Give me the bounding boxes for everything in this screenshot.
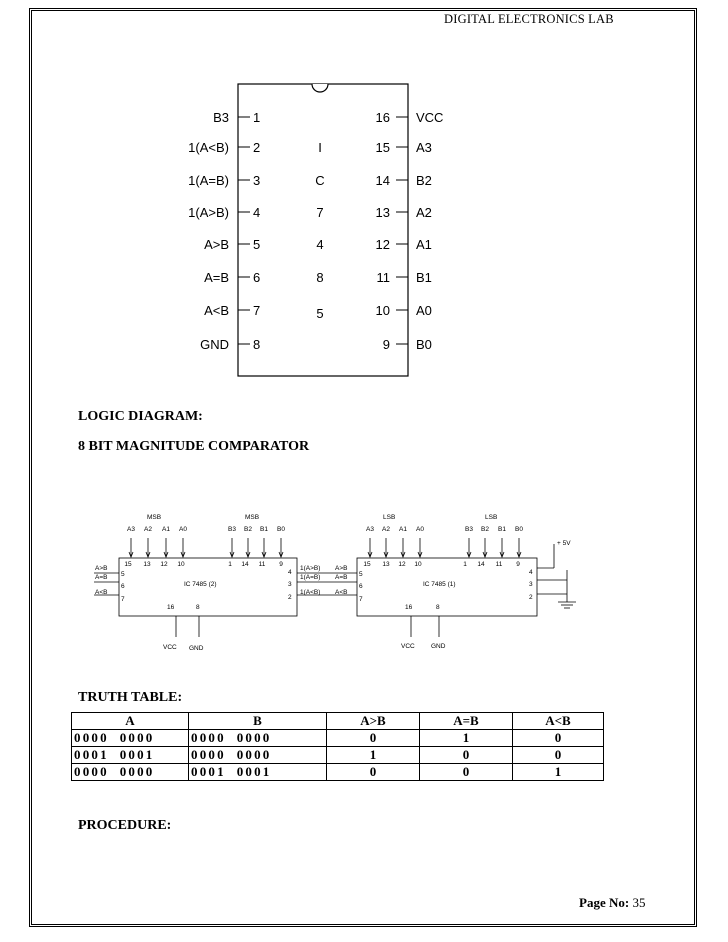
cascade-input-pin: 7 [359, 596, 363, 603]
left-pin-label: A<B [204, 303, 229, 318]
ic-number-char: 8 [316, 270, 324, 285]
pin-num-b: 1 [228, 561, 232, 568]
left-pin-label: 1(A=B) [188, 173, 229, 188]
table-cell: 0000 0000 [72, 764, 189, 781]
cascade-output-pin: 3 [529, 581, 533, 588]
page-number [579, 895, 645, 911]
cascade-output-label: 1(A=B) [300, 574, 321, 581]
pin-num-a: 13 [143, 561, 151, 568]
gnd-label-1: GND [189, 645, 204, 652]
input-b-label: B0 [515, 526, 523, 533]
pin-num-b: 1 [463, 561, 467, 568]
cascade-input-pin: 6 [359, 583, 363, 590]
table-cell: 0 [327, 764, 420, 781]
cascade-input-label: A<B [335, 589, 348, 596]
cascade-output-pin: 4 [288, 569, 292, 576]
left-pin-number: 4 [253, 205, 261, 220]
input-b-label: B1 [498, 526, 506, 533]
cascade-output-pin: 4 [529, 569, 533, 576]
pin-num-b: 11 [495, 561, 503, 568]
left-pin-label: A>B [204, 237, 229, 252]
truth-table-header-row [72, 713, 604, 730]
pin-num-b: 14 [477, 561, 485, 568]
table-row [72, 747, 604, 764]
input-a-label: A2 [382, 526, 390, 533]
input-b-label: B2 [481, 526, 489, 533]
input-a-label: A3 [127, 526, 135, 533]
cascade-input-pin: 7 [121, 596, 125, 603]
bottom-pin-num: 8 [436, 604, 440, 611]
cascade-output-pin: 3 [288, 581, 292, 588]
vcc-label-2: VCC [401, 643, 415, 650]
left-pin-number: 3 [253, 173, 261, 188]
input-a-label: A3 [366, 526, 374, 533]
ic-number-char: 4 [316, 237, 324, 252]
left-pin-label: GND [200, 337, 229, 352]
input-b-label: B3 [228, 526, 236, 533]
input-b-label: B1 [260, 526, 268, 533]
left-pin-number: 1 [253, 110, 261, 125]
header-a-lt-b: A<B [513, 713, 604, 730]
table-cell: 0000 0000 [72, 730, 189, 747]
cascade-input-label: A>B [95, 565, 108, 572]
left-pin-number: 5 [253, 237, 261, 252]
vcc-label-1: VCC [163, 644, 177, 651]
table-cell: 0 [420, 764, 513, 781]
table-cell: 0000 0000 [189, 730, 327, 747]
left-pin-label: A=B [204, 270, 229, 285]
supply-label: + 5V [557, 540, 571, 547]
header-a-gt-b: A>B [327, 713, 420, 730]
pin-num-b: 14 [241, 561, 249, 568]
table-cell: 0000 0000 [189, 747, 327, 764]
table-cell: 0 [420, 747, 513, 764]
cascade-output-label: 1(A>B) [300, 565, 321, 572]
input-a-label: A2 [144, 526, 152, 533]
right-pin-label: B0 [416, 337, 432, 352]
cascade-input-pin: 5 [359, 571, 363, 578]
pin-num-a: 12 [160, 561, 168, 568]
lsb-label-1: LSB [383, 514, 396, 521]
logic-diagram-heading: LOGIC DIAGRAM: [78, 409, 203, 424]
header-a-eq-b: A=B [420, 713, 513, 730]
bottom-pin-num: 8 [196, 604, 200, 611]
input-b-label: B0 [277, 526, 285, 533]
left-pin-number: 8 [253, 337, 261, 352]
ic-number-char: C [315, 173, 325, 188]
table-row [72, 730, 604, 747]
truth-table [71, 712, 604, 781]
input-b-label: B3 [465, 526, 473, 533]
table-cell: 1 [327, 747, 420, 764]
right-pin-number: 16 [375, 110, 390, 125]
table-cell: 1 [420, 730, 513, 747]
truth-table-heading: TRUTH TABLE: [78, 690, 183, 705]
right-pin-number: 9 [382, 337, 390, 352]
cascade-input-label: A=B [95, 574, 108, 581]
cascade-input-pin: 5 [121, 571, 125, 578]
lab-title: DIGITAL ELECTRONICS LAB [444, 12, 614, 26]
pin-num-a: 15 [124, 561, 132, 568]
input-a-label: A0 [179, 526, 187, 533]
cascade-output-label: 1(A<B) [300, 589, 321, 596]
right-pin-number: 10 [375, 303, 390, 318]
right-pin-label: A2 [416, 205, 432, 220]
right-pin-label: B1 [416, 270, 432, 285]
cascade-output-pin: 2 [529, 594, 533, 601]
pin-num-b: 9 [279, 561, 283, 568]
pin-num-b: 9 [516, 561, 520, 568]
left-pin-number: 6 [253, 270, 261, 285]
bottom-pin-num: 16 [405, 604, 413, 611]
bottom-pin-num: 16 [167, 604, 175, 611]
page-num: 35 [632, 895, 646, 910]
input-a-label: A1 [399, 526, 407, 533]
right-pin-number: 13 [375, 205, 390, 220]
left-pin-number: 2 [253, 140, 261, 155]
table-cell: 0 [327, 730, 420, 747]
right-pin-number: 11 [376, 270, 390, 285]
procedure-heading: PROCEDURE: [78, 818, 172, 833]
right-pin-label: B2 [416, 173, 432, 188]
comparator-heading: 8 BIT MAGNITUDE COMPARATOR [78, 439, 310, 454]
right-pin-label: A3 [416, 140, 432, 155]
ic-number-char: I [318, 140, 322, 155]
pin-num-b: 11 [258, 561, 266, 568]
cascade-output-pin: 2 [288, 594, 292, 601]
table-cell: 0 [513, 747, 604, 764]
input-a-label: A1 [162, 526, 170, 533]
table-row [72, 764, 604, 781]
table-cell: 0 [513, 730, 604, 747]
right-pin-number: 15 [375, 140, 390, 155]
table-cell: 0001 0001 [189, 764, 327, 781]
right-pin-number: 12 [375, 237, 390, 252]
left-pin-label: 1(A>B) [188, 205, 229, 220]
left-pin-number: 7 [253, 303, 261, 318]
ic2-label: IC 7485 (2) [184, 581, 217, 588]
input-a-label: A0 [416, 526, 424, 533]
right-pin-label: A1 [416, 237, 432, 252]
ic1-label: IC 7485 (1) [423, 581, 456, 588]
msb-label-2: MSB [245, 514, 260, 521]
cascade-input-label: A>B [335, 565, 348, 572]
ic-pinout-diagram [0, 0, 728, 400]
right-pin-label: A0 [416, 303, 432, 318]
msb-label-1: MSB [147, 514, 162, 521]
ic-number-char: 5 [316, 306, 324, 321]
header-a: A [72, 713, 189, 730]
gnd-label-2: GND [431, 643, 446, 650]
page-label: Page No: [579, 895, 630, 910]
table-cell: 0001 0001 [72, 747, 189, 764]
left-pin-label: 1(A<B) [188, 140, 229, 155]
pin-num-a: 15 [363, 561, 371, 568]
comparator-circuit [0, 500, 728, 660]
left-pin-label: B3 [213, 110, 229, 125]
pin-num-a: 12 [398, 561, 406, 568]
table-cell: 1 [513, 764, 604, 781]
cascade-input-label: A<B [95, 589, 108, 596]
cascade-input-label: A=B [335, 574, 348, 581]
pin-num-a: 10 [177, 561, 185, 568]
ic-number-char: 7 [316, 205, 324, 220]
right-pin-number: 14 [375, 173, 390, 188]
pin-num-a: 13 [382, 561, 390, 568]
right-pin-label: VCC [416, 110, 444, 125]
header-b: B [189, 713, 327, 730]
pin-num-a: 10 [414, 561, 422, 568]
lsb-label-2: LSB [485, 514, 498, 521]
input-b-label: B2 [244, 526, 252, 533]
cascade-input-pin: 6 [121, 583, 125, 590]
